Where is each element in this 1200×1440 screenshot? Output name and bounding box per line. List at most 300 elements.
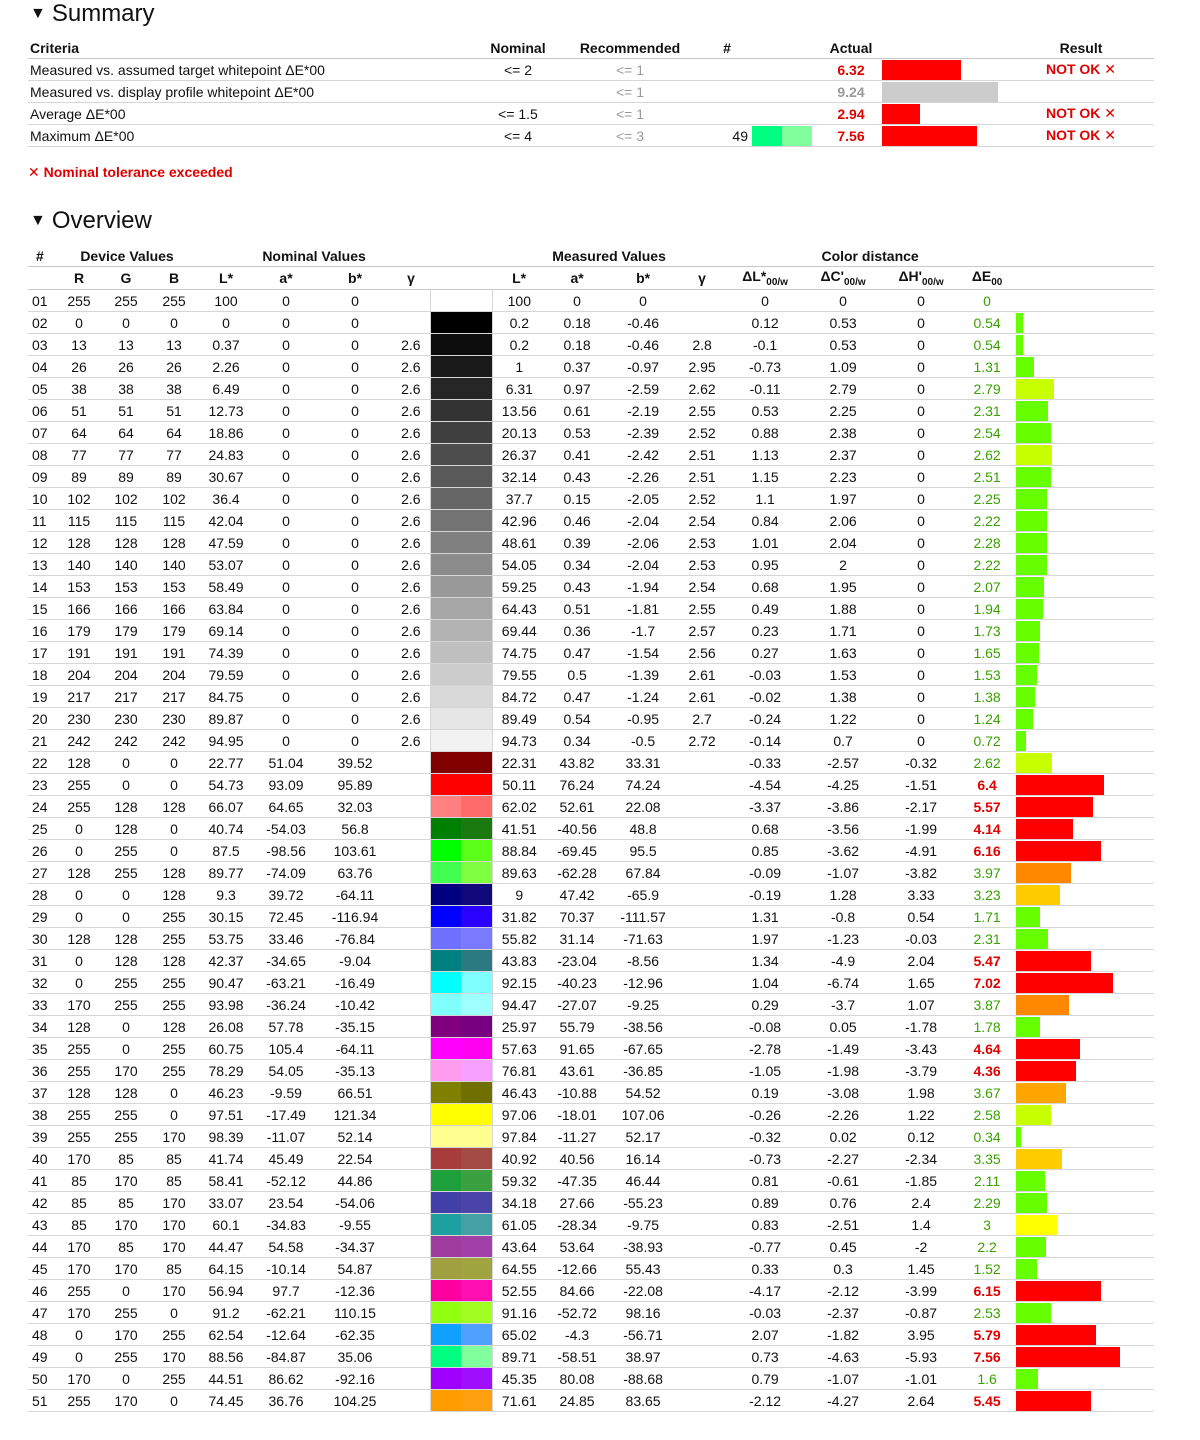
delta-c: -0.61 xyxy=(804,1170,882,1192)
row-number: 48 xyxy=(28,1324,56,1346)
row-number: 50 xyxy=(28,1368,56,1390)
measured-a: 0.36 xyxy=(546,620,608,642)
summary-body xyxy=(28,59,1154,147)
row-number: 13 xyxy=(28,554,56,576)
measured-gamma: 2.62 xyxy=(678,378,726,400)
delta-h: -2.34 xyxy=(882,1148,960,1170)
measured-a: 24.85 xyxy=(546,1390,608,1412)
measured-b: -55.23 xyxy=(608,1192,678,1214)
nominal-gamma xyxy=(392,1038,430,1060)
color-swatch xyxy=(430,444,492,466)
delta-h: -1.78 xyxy=(882,1016,960,1038)
delta-e: 3 xyxy=(960,1214,1014,1236)
delta-e-bar-cell xyxy=(1014,884,1154,906)
device-g: 26 xyxy=(102,356,150,378)
measured-gamma: 2.52 xyxy=(678,488,726,510)
measured-l: 43.83 xyxy=(492,950,546,972)
measured-a: -40.56 xyxy=(546,818,608,840)
device-g: 0 xyxy=(102,312,150,334)
delta-e-bar-cell xyxy=(1014,686,1154,708)
device-b: 85 xyxy=(150,1148,198,1170)
nominal-a: 0 xyxy=(254,400,318,422)
nominal-b: 0 xyxy=(318,444,392,466)
nominal-a: 0 xyxy=(254,356,318,378)
nominal-gamma: 2.6 xyxy=(392,334,430,356)
delta-e-bar-cell xyxy=(1014,840,1154,862)
delta-c: -3.86 xyxy=(804,796,882,818)
nominal-a: 0 xyxy=(254,466,318,488)
device-b: 0 xyxy=(150,752,198,774)
summary-recommended: <= 1 xyxy=(558,59,702,81)
device-r: 179 xyxy=(56,620,102,642)
measured-b: -2.39 xyxy=(608,422,678,444)
delta-h: -2.17 xyxy=(882,796,960,818)
color-swatch xyxy=(430,1082,492,1104)
color-swatch xyxy=(430,884,492,906)
nominal-b: -16.49 xyxy=(318,972,392,994)
delta-e-bar xyxy=(1016,1325,1096,1345)
nominal-swatch xyxy=(431,466,462,487)
measured-a: -58.51 xyxy=(546,1346,608,1368)
device-b: 255 xyxy=(150,994,198,1016)
device-r: 128 xyxy=(56,532,102,554)
measured-b: 48.8 xyxy=(608,818,678,840)
delta-e: 5.79 xyxy=(960,1324,1014,1346)
summary-row xyxy=(28,125,1154,147)
measured-l: 97.84 xyxy=(492,1126,546,1148)
measured-swatch xyxy=(461,730,492,751)
delta-l: 2.07 xyxy=(726,1324,804,1346)
nominal-swatch xyxy=(431,1126,462,1147)
delta-c: -3.56 xyxy=(804,818,882,840)
measured-gamma xyxy=(678,1104,726,1126)
nominal-gamma: 2.6 xyxy=(392,488,430,510)
delta-l: -0.09 xyxy=(726,862,804,884)
measured-l: 76.81 xyxy=(492,1060,546,1082)
collapse-triangle-icon[interactable]: ▼ xyxy=(30,5,46,22)
measured-l: 94.73 xyxy=(492,730,546,752)
delta-l: 1.13 xyxy=(726,444,804,466)
device-g: 255 xyxy=(102,994,150,1016)
delta-e: 7.02 xyxy=(960,972,1014,994)
overview-body xyxy=(28,290,1154,1412)
device-b: 89 xyxy=(150,466,198,488)
delta-e-bar xyxy=(1016,445,1052,465)
delta-e-bar-cell xyxy=(1014,488,1154,510)
nominal-swatch xyxy=(431,444,462,465)
nominal-a: 0 xyxy=(254,290,318,312)
nominal-l: 40.74 xyxy=(198,818,254,840)
delta-e-bar xyxy=(1016,863,1071,883)
measured-b: -65.9 xyxy=(608,884,678,906)
measured-b: 55.43 xyxy=(608,1258,678,1280)
device-r: 89 xyxy=(56,466,102,488)
delta-c: 1.63 xyxy=(804,642,882,664)
delta-e-bar-cell xyxy=(1014,1236,1154,1258)
device-g: 140 xyxy=(102,554,150,576)
nominal-a: 0 xyxy=(254,444,318,466)
delta-e-bar-cell xyxy=(1014,1258,1154,1280)
delta-c: 0.7 xyxy=(804,730,882,752)
delta-h: 0 xyxy=(882,708,960,730)
measured-gamma xyxy=(678,1368,726,1390)
nominal-swatch xyxy=(431,1324,462,1345)
measured-l: 43.64 xyxy=(492,1236,546,1258)
delta-c: 2.37 xyxy=(804,444,882,466)
nominal-swatch xyxy=(431,796,462,817)
delta-c: 0.05 xyxy=(804,1016,882,1038)
measured-b: 52.17 xyxy=(608,1126,678,1148)
measured-gamma: 2.54 xyxy=(678,576,726,598)
measured-b: 54.52 xyxy=(608,1082,678,1104)
measured-gamma xyxy=(678,994,726,1016)
device-b: 170 xyxy=(150,1192,198,1214)
col-num xyxy=(28,267,56,290)
table-row xyxy=(28,1170,1154,1192)
overview-section-header[interactable] xyxy=(30,207,152,238)
color-swatch xyxy=(430,1126,492,1148)
measured-gamma xyxy=(678,818,726,840)
nominal-b: -35.13 xyxy=(318,1060,392,1082)
delta-l: 0.79 xyxy=(726,1368,804,1390)
delta-h: 0 xyxy=(882,312,960,334)
nominal-gamma xyxy=(392,994,430,1016)
device-g: 128 xyxy=(102,928,150,950)
overview-title: Overview xyxy=(51,207,152,234)
delta-h: 2.64 xyxy=(882,1390,960,1412)
nominal-swatch xyxy=(431,950,462,971)
color-swatch xyxy=(430,290,492,312)
nominal-swatch xyxy=(431,730,462,751)
nominal-swatch xyxy=(431,862,462,883)
measured-a: -11.27 xyxy=(546,1126,608,1148)
nominal-b: 32.03 xyxy=(318,796,392,818)
device-r: 170 xyxy=(56,1236,102,1258)
delta-h: 0 xyxy=(882,510,960,532)
nominal-b: 0 xyxy=(318,356,392,378)
measured-l: 26.37 xyxy=(492,444,546,466)
summary-table xyxy=(28,37,1154,147)
delta-e: 5.57 xyxy=(960,796,1014,818)
row-number: 20 xyxy=(28,708,56,730)
delta-h: 0 xyxy=(882,532,960,554)
nominal-a: 0 xyxy=(254,510,318,532)
nominal-l: 89.77 xyxy=(198,862,254,884)
nominal-gamma xyxy=(392,1170,430,1192)
nominal-swatch xyxy=(431,708,462,729)
row-number: 32 xyxy=(28,972,56,994)
delta-e-bar xyxy=(1016,1347,1120,1367)
delta-e-bar xyxy=(1016,841,1101,861)
delta-h: 1.07 xyxy=(882,994,960,1016)
delta-c: 1.53 xyxy=(804,664,882,686)
overview-group-nominal: Nominal Values xyxy=(198,245,430,267)
table-row xyxy=(28,1148,1154,1170)
delta-c: -0.8 xyxy=(804,906,882,928)
delta-h: -1.51 xyxy=(882,774,960,796)
delta-c: -1.49 xyxy=(804,1038,882,1060)
nominal-gamma xyxy=(392,796,430,818)
device-g: 77 xyxy=(102,444,150,466)
device-b: 0 xyxy=(150,840,198,862)
nominal-swatch xyxy=(431,1060,462,1081)
nominal-b: -62.35 xyxy=(318,1324,392,1346)
table-row xyxy=(28,1390,1154,1412)
nominal-swatch xyxy=(431,312,462,333)
measured-a: 31.14 xyxy=(546,928,608,950)
measured-b: 22.08 xyxy=(608,796,678,818)
nominal-gamma xyxy=(392,840,430,862)
device-g: 255 xyxy=(102,840,150,862)
measured-swatch xyxy=(461,862,492,883)
nominal-b: 0 xyxy=(318,466,392,488)
nominal-swatch xyxy=(431,1192,462,1213)
device-g: 255 xyxy=(102,972,150,994)
nominal-b: 52.14 xyxy=(318,1126,392,1148)
measured-swatch xyxy=(461,928,492,949)
summary-header-num: # xyxy=(702,37,752,59)
delta-e: 4.64 xyxy=(960,1038,1014,1060)
measured-gamma: 2.61 xyxy=(678,664,726,686)
delta-e-bar xyxy=(1016,401,1048,421)
summary-bar xyxy=(882,82,998,102)
nominal-swatch xyxy=(431,818,462,839)
device-r: 128 xyxy=(56,752,102,774)
delta-c: 0.45 xyxy=(804,1236,882,1258)
delta-e-bar xyxy=(1016,1281,1101,1301)
nominal-b: -64.11 xyxy=(318,884,392,906)
delta-e-bar-cell xyxy=(1014,1126,1154,1148)
nominal-gamma: 2.6 xyxy=(392,576,430,598)
delta-c: -1.82 xyxy=(804,1324,882,1346)
delta-c: 2.23 xyxy=(804,466,882,488)
measured-swatch xyxy=(461,708,492,729)
measured-swatch xyxy=(461,906,492,927)
device-r: 170 xyxy=(56,1368,102,1390)
table-row xyxy=(28,598,1154,620)
device-b: 51 xyxy=(150,400,198,422)
summary-section-header[interactable] xyxy=(30,0,155,31)
device-r: 0 xyxy=(56,972,102,994)
table-row xyxy=(28,1082,1154,1104)
measured-l: 55.82 xyxy=(492,928,546,950)
device-b: 64 xyxy=(150,422,198,444)
row-number: 01 xyxy=(28,290,56,312)
delta-e-bar-cell xyxy=(1014,1302,1154,1324)
delta-e-bar-cell xyxy=(1014,598,1154,620)
nominal-swatch xyxy=(431,290,462,311)
measured-swatch xyxy=(461,1082,492,1103)
color-swatch xyxy=(430,312,492,334)
color-swatch xyxy=(430,1324,492,1346)
delta-e-bar xyxy=(1016,687,1035,707)
measured-swatch xyxy=(461,1148,492,1169)
color-swatch xyxy=(430,1258,492,1280)
delta-h: 0 xyxy=(882,334,960,356)
row-number: 21 xyxy=(28,730,56,752)
delta-e: 5.47 xyxy=(960,950,1014,972)
device-b: 217 xyxy=(150,686,198,708)
measured-b: 74.24 xyxy=(608,774,678,796)
nominal-gamma: 2.6 xyxy=(392,598,430,620)
table-row xyxy=(28,1104,1154,1126)
delta-e-bar xyxy=(1016,1105,1051,1125)
delta-e: 2.25 xyxy=(960,488,1014,510)
measured-l: 89.71 xyxy=(492,1346,546,1368)
measured-a: 0.34 xyxy=(546,730,608,752)
nominal-b: -76.84 xyxy=(318,928,392,950)
measured-gamma xyxy=(678,1126,726,1148)
delta-h: 0 xyxy=(882,422,960,444)
device-r: 170 xyxy=(56,1258,102,1280)
delta-e: 5.45 xyxy=(960,1390,1014,1412)
table-row xyxy=(28,708,1154,730)
device-b: 242 xyxy=(150,730,198,752)
color-swatch xyxy=(430,1192,492,1214)
device-b: 85 xyxy=(150,1258,198,1280)
nominal-a: -84.87 xyxy=(254,1346,318,1368)
device-g: 170 xyxy=(102,1324,150,1346)
delta-e-bar xyxy=(1016,1215,1057,1235)
row-number: 29 xyxy=(28,906,56,928)
delta-e: 1.71 xyxy=(960,906,1014,928)
summary-header-swatch xyxy=(752,37,820,59)
measured-a: 0.53 xyxy=(546,422,608,444)
col-delta-l: $\Delta L*_{00/w}$ xyxy=(726,267,804,290)
measured-l: 92.15 xyxy=(492,972,546,994)
delta-e: 2.07 xyxy=(960,576,1014,598)
measured-gamma xyxy=(678,1148,726,1170)
delta-e-bar xyxy=(1016,599,1043,619)
measured-l: 1 xyxy=(492,356,546,378)
device-r: 170 xyxy=(56,994,102,1016)
device-r: 85 xyxy=(56,1192,102,1214)
overview-group-device: Device Values xyxy=(56,245,198,267)
nominal-swatch xyxy=(431,1258,462,1279)
measured-a: 0.18 xyxy=(546,312,608,334)
measured-l: 40.92 xyxy=(492,1148,546,1170)
nominal-gamma: 2.6 xyxy=(392,422,430,444)
device-g: 89 xyxy=(102,466,150,488)
delta-h: 0 xyxy=(882,444,960,466)
device-g: 242 xyxy=(102,730,150,752)
color-swatch xyxy=(430,642,492,664)
delta-l: -4.54 xyxy=(726,774,804,796)
delta-h: 1.22 xyxy=(882,1104,960,1126)
measured-l: 46.43 xyxy=(492,1082,546,1104)
measured-gamma: 2.95 xyxy=(678,356,726,378)
delta-e: 1.52 xyxy=(960,1258,1014,1280)
device-r: 26 xyxy=(56,356,102,378)
nominal-a: -36.24 xyxy=(254,994,318,1016)
measured-b: -2.04 xyxy=(608,510,678,532)
table-row xyxy=(28,884,1154,906)
delta-c: -1.98 xyxy=(804,1060,882,1082)
delta-e: 2.54 xyxy=(960,422,1014,444)
measured-a: 47.42 xyxy=(546,884,608,906)
delta-e-bar xyxy=(1016,973,1113,993)
delta-e: 2.29 xyxy=(960,1192,1014,1214)
nominal-l: 18.86 xyxy=(198,422,254,444)
nominal-a: 57.78 xyxy=(254,1016,318,1038)
measured-l: 0.2 xyxy=(492,334,546,356)
measured-swatch xyxy=(461,378,492,399)
row-number: 14 xyxy=(28,576,56,598)
summary-nominal: <= 2 xyxy=(478,59,558,81)
nominal-a: -74.09 xyxy=(254,862,318,884)
measured-l: 6.31 xyxy=(492,378,546,400)
table-row xyxy=(28,1324,1154,1346)
color-swatch xyxy=(430,1346,492,1368)
color-swatch xyxy=(430,928,492,950)
measured-a: 0.5 xyxy=(546,664,608,686)
delta-h: -1.85 xyxy=(882,1170,960,1192)
delta-e-bar-cell xyxy=(1014,1104,1154,1126)
summary-criteria: Average ΔE*00 xyxy=(28,103,478,125)
nominal-a: 0 xyxy=(254,488,318,510)
summary-row xyxy=(28,103,1154,125)
nominal-gamma: 2.6 xyxy=(392,554,430,576)
delta-e: 0.34 xyxy=(960,1126,1014,1148)
nominal-l: 9.3 xyxy=(198,884,254,906)
summary-bar xyxy=(882,104,920,124)
nominal-l: 63.84 xyxy=(198,598,254,620)
measured-swatch xyxy=(461,1346,492,1367)
nominal-b: 0 xyxy=(318,686,392,708)
nominal-gamma: 2.6 xyxy=(392,664,430,686)
nominal-swatch xyxy=(431,1016,462,1037)
row-number: 30 xyxy=(28,928,56,950)
color-swatch xyxy=(752,126,782,146)
row-number: 06 xyxy=(28,400,56,422)
row-number: 10 xyxy=(28,488,56,510)
delta-e-bar-cell xyxy=(1014,400,1154,422)
overview-table xyxy=(28,245,1154,1412)
summary-sample-num xyxy=(702,81,752,103)
color-swatch xyxy=(430,950,492,972)
delta-h: -1.01 xyxy=(882,1368,960,1390)
measured-l: 69.44 xyxy=(492,620,546,642)
measured-a: -52.72 xyxy=(546,1302,608,1324)
device-r: 85 xyxy=(56,1170,102,1192)
nominal-l: 58.41 xyxy=(198,1170,254,1192)
delta-e-bar xyxy=(1016,621,1040,641)
nominal-b: 0 xyxy=(318,642,392,664)
nominal-swatch xyxy=(431,400,462,421)
delta-e-bar-cell xyxy=(1014,532,1154,554)
delta-e-bar-cell xyxy=(1014,862,1154,884)
nominal-b: 0 xyxy=(318,312,392,334)
nominal-swatch xyxy=(431,840,462,861)
nominal-swatch xyxy=(431,422,462,443)
delta-l: 0.68 xyxy=(726,576,804,598)
row-number: 15 xyxy=(28,598,56,620)
delta-l: -1.05 xyxy=(726,1060,804,1082)
device-g: 115 xyxy=(102,510,150,532)
delta-l: -0.73 xyxy=(726,1148,804,1170)
col-measured-b: b* xyxy=(608,267,678,290)
device-g: 255 xyxy=(102,1302,150,1324)
nominal-swatch xyxy=(431,510,462,531)
collapse-triangle-icon[interactable]: ▼ xyxy=(30,212,46,229)
nominal-swatch xyxy=(431,906,462,927)
measured-gamma xyxy=(678,1192,726,1214)
measured-b: -0.95 xyxy=(608,708,678,730)
delta-h: 0 xyxy=(882,466,960,488)
device-b: 0 xyxy=(150,774,198,796)
row-number: 11 xyxy=(28,510,56,532)
measured-b: -38.56 xyxy=(608,1016,678,1038)
